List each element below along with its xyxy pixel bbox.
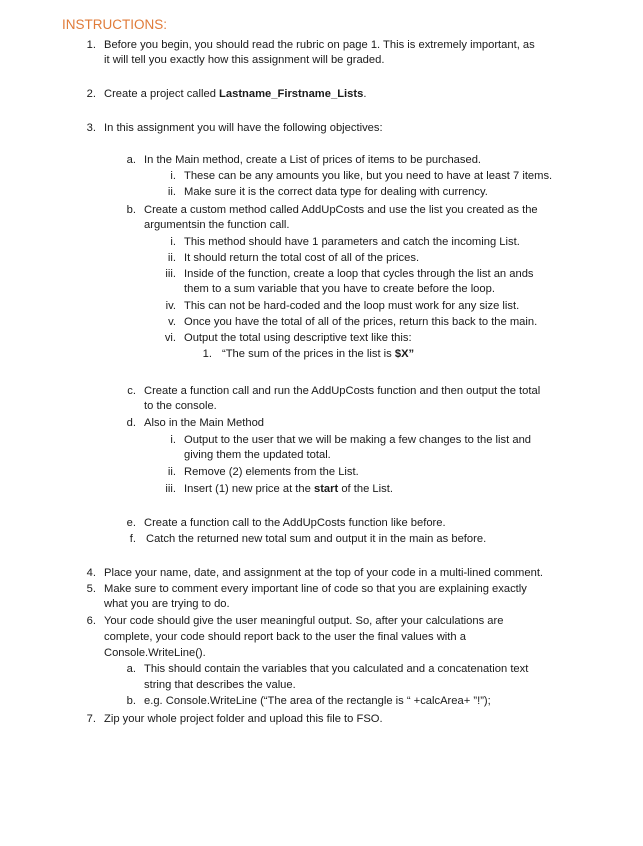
item-6-line-3: Console.WriteLine().	[104, 647, 206, 659]
item-1-line-2: it will tell you exactly how this assignment will be graded.	[104, 54, 385, 66]
sum-placeholder: $X”	[394, 348, 415, 360]
item-3d-iii	[184, 482, 393, 496]
marker-3d-iii: iii.	[165, 483, 176, 495]
marker-3b: b.	[126, 204, 136, 216]
marker-3b-iii: iii.	[165, 268, 176, 280]
marker-3b-iv: iv.	[165, 300, 176, 312]
item-3c-line-1: Create a function call and run the AddUpCosts function and then output the total	[144, 385, 541, 397]
item-2-prefix: Create a project called	[104, 88, 220, 100]
marker-3b-v: v.	[168, 316, 176, 328]
item-3a-ii: Make sure it is the correct data type for dealing with currency.	[184, 186, 488, 198]
marker-3a-ii: ii.	[167, 186, 176, 198]
item-2-line	[104, 87, 366, 101]
marker-3b-vi-1: 1.	[202, 348, 212, 360]
item-3d-ii: Remove (2) elements from the List.	[184, 466, 359, 478]
item-6a-line-1: This should contain the variables that you calculated and a concatenation text	[144, 663, 529, 675]
marker-3e: e.	[126, 517, 136, 529]
item-3d-i-line-2: giving them the updated total.	[184, 449, 331, 461]
item-3d-i-line-1: Output to the user that we will be making a few changes to the list and	[184, 434, 532, 446]
marker-1: 1.	[86, 39, 96, 51]
item-6a-line-2: string that describes the value.	[144, 679, 296, 691]
item-3b-iv: This can not be hard-coded and the loop must work for any size list.	[184, 300, 520, 312]
item-3b-line-1: Create a custom method called AddUpCosts and use the list you created as the	[144, 204, 538, 216]
marker-3d-i: i.	[170, 434, 176, 446]
marker-3b-vi: vi.	[164, 332, 176, 344]
item-3f: Catch the returned new total sum and output it in the main as before.	[146, 533, 487, 545]
insert-text-start: start	[313, 483, 339, 495]
item-3e: Create a function call to the AddUpCosts function like before.	[144, 517, 446, 529]
marker-3b-ii: ii.	[167, 252, 176, 264]
marker-4: 4.	[86, 567, 96, 579]
item-3b-i: This method should have 1 parameters and catch the incoming List.	[184, 236, 520, 248]
item-4: Place your name, date, and assignment at the top of your code in a multi-lined comment.	[104, 567, 544, 579]
item-3b-vi-1	[222, 347, 414, 361]
marker-3d-ii: ii.	[167, 466, 176, 478]
marker-3c: c.	[127, 385, 136, 397]
item-7: Zip your whole project folder and upload this file to FSO.	[104, 713, 383, 725]
marker-3a-i: i.	[170, 170, 176, 182]
item-3b-ii: It should return the total cost of all of the prices.	[184, 252, 420, 264]
marker-2: 2.	[86, 88, 96, 100]
instructions-heading: INSTRUCTIONS:	[62, 17, 168, 32]
item-3b-v: Once you have the total of all of the prices, return this back to the main.	[184, 316, 538, 328]
item-2-suffix: .	[363, 88, 367, 100]
item-3b-iii-line-2: them to a sum variable that you have to create before the loop.	[184, 283, 495, 295]
marker-3d: d.	[126, 417, 136, 429]
marker-3a: a.	[126, 154, 136, 166]
marker-7: 7.	[86, 713, 96, 725]
item-5-line-2: what you are trying to do.	[104, 598, 230, 610]
marker-3b-i: i.	[170, 236, 176, 248]
item-3b-line-2: argumentsin the function call.	[144, 219, 290, 231]
item-1-line-1: Before you begin, you should read the rubric on page 1. This is extremely important, as	[104, 39, 535, 51]
marker-5: 5.	[86, 583, 96, 595]
item-6b: e.g. Console.WriteLine (“The area of the rectangle is “ +calcArea+ ”!”);	[144, 695, 491, 707]
insert-text-suffix: of the List.	[338, 483, 393, 495]
item-6-line-2: complete, your code should report back to the user the final values with a	[104, 631, 466, 643]
item-5-line-1: Make sure to comment every important line of code so that you are explaining exactly	[104, 583, 527, 595]
item-2-project-name: Lastname_Firstname_Lists	[219, 88, 364, 100]
sum-text: “The sum of the prices in the list is	[222, 348, 395, 360]
item-3b-iii-line-1: Inside of the function, create a loop that cycles through the list an ands	[184, 268, 534, 280]
insert-text-prefix: Insert (1) new price at the	[184, 483, 314, 495]
marker-3: 3.	[86, 122, 96, 134]
marker-6a: a.	[126, 663, 136, 675]
item-3d-line-1: Also in the Main Method	[144, 417, 265, 429]
item-6-line-1: Your code should give the user meaningful output. So, after your calculations are	[104, 615, 504, 627]
item-3a-line-1: In the Main method, create a List of prices of items to be purchased.	[144, 154, 482, 166]
item-3-line-1: In this assignment you will have the following objectives:	[104, 122, 383, 134]
marker-3f: f.	[129, 533, 136, 545]
item-3c-line-2: to the console.	[144, 400, 217, 412]
marker-6b: b.	[126, 695, 136, 707]
item-3b-vi: Output the total using descriptive text like this:	[184, 332, 412, 344]
marker-6: 6.	[86, 615, 96, 627]
item-3a-i: These can be any amounts you like, but you need to have at least 7 items.	[184, 170, 553, 182]
